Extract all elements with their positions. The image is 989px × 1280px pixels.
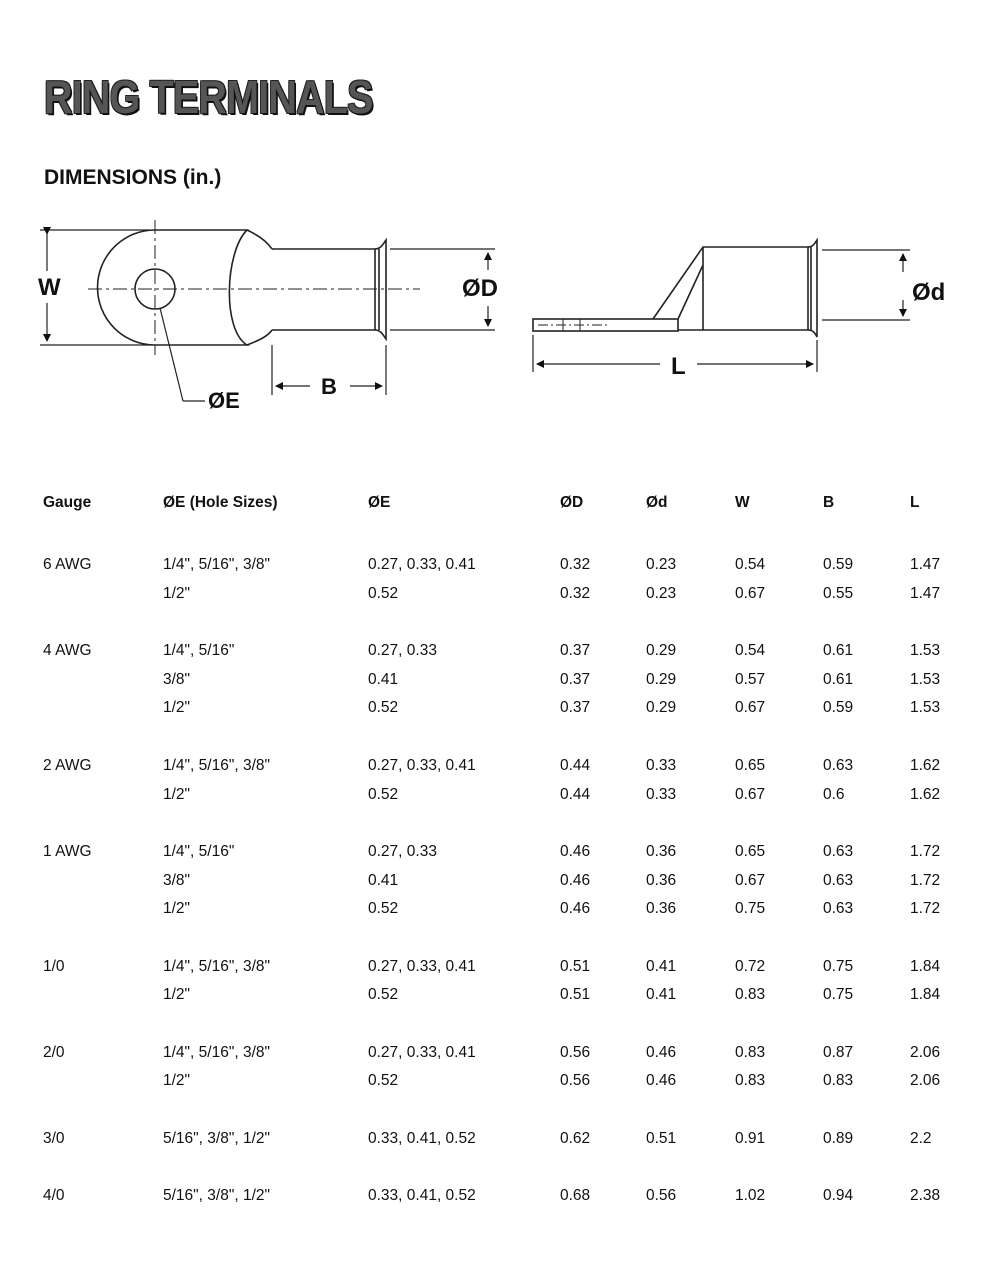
l-cell: 2.2 <box>910 1129 932 1147</box>
D-cell: 0.44 <box>560 785 591 803</box>
gauge-cell <box>43 694 163 723</box>
e-cell: 0.27, 0.33, 0.41 <box>368 1043 476 1061</box>
hole-sizes-cell: 3/8" <box>163 670 191 688</box>
d-cell: 0.29 <box>646 670 677 688</box>
table-row <box>43 752 970 781</box>
table-row <box>43 551 970 580</box>
hole-sizes-cell: 1/4", 5/16", 3/8" <box>163 756 270 774</box>
w-cell: 0.67 <box>735 584 766 602</box>
b-cell: 0.59 <box>823 556 854 574</box>
w-cell: 0.54 <box>735 556 766 574</box>
page-title: RING TERMINALS <box>44 71 373 123</box>
gauge-cell: 4/0 <box>43 1187 65 1205</box>
l-cell: 1.47 <box>910 584 941 602</box>
d-cell: 0.29 <box>646 642 677 660</box>
D-cell: 0.44 <box>560 756 591 774</box>
e-cell: 0.52 <box>368 584 399 602</box>
group-spacer <box>43 1153 970 1182</box>
gauge-cell: 4 AWG <box>43 642 92 660</box>
group-spacer <box>43 809 970 838</box>
e-cell: 0.52 <box>368 986 399 1004</box>
group-spacer <box>43 522 970 551</box>
hole-sizes-cell: 1/4", 5/16", 3/8" <box>163 556 270 574</box>
b-label: B <box>321 374 337 399</box>
table-row <box>43 1124 970 1153</box>
table-row <box>43 895 970 924</box>
w-label: W <box>38 274 61 301</box>
d-cell: 0.36 <box>646 842 677 860</box>
b-cell: 0.75 <box>823 957 854 975</box>
b-cell: 0.55 <box>823 584 854 602</box>
e-cell: 0.52 <box>368 785 399 803</box>
l-cell: 1.72 <box>910 871 941 889</box>
D-cell: 0.62 <box>560 1129 591 1147</box>
group-spacer <box>43 924 970 953</box>
header-D: ØD <box>560 494 584 511</box>
w-cell: 0.83 <box>735 1072 766 1090</box>
D-cell: 0.46 <box>560 871 591 889</box>
header-gauge: Gauge <box>43 494 92 511</box>
e-cell: 0.52 <box>368 1072 399 1090</box>
b-cell: 0.63 <box>823 842 854 860</box>
e-cell: 0.41 <box>368 670 399 688</box>
l-cell: 1.84 <box>910 986 941 1004</box>
header-d: Ød <box>646 494 668 511</box>
hole-sizes-cell: 5/16", 3/8", 1/2" <box>163 1187 270 1205</box>
hole-sizes-cell: 1/2" <box>163 900 191 918</box>
w-cell: 0.91 <box>735 1129 766 1147</box>
table-row <box>43 981 970 1010</box>
D-cell: 0.56 <box>560 1072 591 1090</box>
table-row <box>43 1038 970 1067</box>
l-cell: 1.53 <box>910 642 941 660</box>
gauge-cell <box>43 665 163 694</box>
hole-sizes-cell: 1/2" <box>163 584 191 602</box>
gauge-cell <box>43 866 163 895</box>
gauge-cell: 6 AWG <box>43 556 92 574</box>
d-cell: 0.33 <box>646 785 677 803</box>
e-cell: 0.52 <box>368 900 399 918</box>
hole-sizes-cell: 1/4", 5/16" <box>163 642 235 660</box>
e-cell: 0.33, 0.41, 0.52 <box>368 1187 476 1205</box>
D-cell: 0.37 <box>560 642 591 660</box>
l-cell: 1.53 <box>910 670 941 688</box>
b-cell: 0.63 <box>823 871 854 889</box>
d-cell: 0.33 <box>646 756 677 774</box>
table-row <box>43 665 970 694</box>
l-cell: 1.84 <box>910 957 941 975</box>
w-cell: 0.57 <box>735 670 766 688</box>
e-callout <box>160 308 205 401</box>
hole-sizes-cell: 3/8" <box>163 871 191 889</box>
hole-sizes-cell: 1/2" <box>163 785 191 803</box>
l-cell: 1.62 <box>910 756 941 774</box>
group-spacer <box>43 1010 970 1039</box>
l-cell: 1.53 <box>910 699 941 717</box>
hole-sizes-cell: 1/2" <box>163 986 191 1004</box>
l-cell: 1.72 <box>910 900 941 918</box>
w-cell: 0.67 <box>735 871 766 889</box>
D-cell: 0.37 <box>560 699 591 717</box>
w-cell: 1.02 <box>735 1187 766 1205</box>
b-cell: 0.89 <box>823 1129 854 1147</box>
d-cell: 0.56 <box>646 1187 677 1205</box>
gauge-cell <box>43 579 163 608</box>
hole-sizes-cell: 1/2" <box>163 699 191 717</box>
table-row <box>43 838 970 867</box>
e-cell: 0.52 <box>368 699 399 717</box>
group-spacer <box>43 723 970 752</box>
hole-sizes-cell: 1/4", 5/16", 3/8" <box>163 1043 270 1061</box>
b-cell: 0.94 <box>823 1187 854 1205</box>
group-spacer <box>43 608 970 637</box>
gauge-cell <box>43 1067 163 1096</box>
e-cell: 0.27, 0.33, 0.41 <box>368 957 476 975</box>
table-row <box>43 1182 970 1211</box>
gauge-cell: 1 AWG <box>43 842 92 860</box>
D-cell: 0.51 <box>560 957 591 975</box>
b-cell: 0.87 <box>823 1043 854 1061</box>
hole-sizes-cell: 1/2" <box>163 1072 191 1090</box>
e-cell: 0.33, 0.41, 0.52 <box>368 1129 476 1147</box>
b-cell: 0.63 <box>823 756 854 774</box>
D-cell: 0.46 <box>560 900 591 918</box>
d-cell: 0.23 <box>646 556 677 574</box>
hole-sizes-cell: 1/4", 5/16" <box>163 842 235 860</box>
l-cell: 2.38 <box>910 1187 941 1205</box>
gauge-cell: 3/0 <box>43 1129 65 1147</box>
gauge-cell <box>43 780 163 809</box>
gauge-cell: 2 AWG <box>43 756 92 774</box>
w-cell: 0.65 <box>735 842 766 860</box>
gauge-cell: 1/0 <box>43 957 65 975</box>
e-cell: 0.27, 0.33 <box>368 842 437 860</box>
group-spacer <box>43 1096 970 1125</box>
gauge-cell: 2/0 <box>43 1043 65 1061</box>
b-cell: 0.75 <box>823 986 854 1004</box>
table-row <box>43 694 970 723</box>
l-cell: 2.06 <box>910 1072 941 1090</box>
D-cell: 0.32 <box>560 584 591 602</box>
d-label: Ød <box>912 279 946 306</box>
e-cell: 0.27, 0.33, 0.41 <box>368 756 476 774</box>
dimensions-table <box>43 494 970 1211</box>
terminal-top-view <box>88 220 420 355</box>
table-row <box>43 1067 970 1096</box>
d-dimension <box>822 250 910 320</box>
b-cell: 0.6 <box>823 785 845 803</box>
D-label: ØD <box>462 275 498 302</box>
b-cell: 0.59 <box>823 699 854 717</box>
ring-terminal-diagram <box>0 200 989 430</box>
d-cell: 0.29 <box>646 699 677 717</box>
b-cell: 0.63 <box>823 900 854 918</box>
w-cell: 0.67 <box>735 785 766 803</box>
b-cell: 0.83 <box>823 1072 854 1090</box>
e-cell: 0.41 <box>368 871 399 889</box>
e-cell: 0.27, 0.33, 0.41 <box>368 556 476 574</box>
d-cell: 0.36 <box>646 900 677 918</box>
l-label: L <box>671 353 686 380</box>
header-l: L <box>910 494 920 511</box>
table-header-row <box>43 494 970 522</box>
hole-sizes-cell: 5/16", 3/8", 1/2" <box>163 1129 270 1147</box>
d-cell: 0.41 <box>646 986 677 1004</box>
header-b: B <box>823 494 835 511</box>
section-subtitle: DIMENSIONS (in.) <box>44 166 222 189</box>
D-cell: 0.32 <box>560 556 591 574</box>
table-body <box>43 522 970 1211</box>
header-e: ØE <box>368 494 391 511</box>
terminal-side-view <box>533 240 817 337</box>
gauge-cell <box>43 895 163 924</box>
b-cell: 0.61 <box>823 670 854 688</box>
w-cell: 0.75 <box>735 900 766 918</box>
b-cell: 0.61 <box>823 642 854 660</box>
l-cell: 2.06 <box>910 1043 941 1061</box>
D-cell: 0.68 <box>560 1187 591 1205</box>
d-cell: 0.51 <box>646 1129 677 1147</box>
l-cell: 1.62 <box>910 785 941 803</box>
table-row <box>43 780 970 809</box>
w-cell: 0.54 <box>735 642 766 660</box>
D-cell: 0.46 <box>560 842 591 860</box>
hole-sizes-cell: 1/4", 5/16", 3/8" <box>163 957 270 975</box>
d-cell: 0.46 <box>646 1043 677 1061</box>
w-cell: 0.72 <box>735 957 766 975</box>
w-cell: 0.83 <box>735 986 766 1004</box>
header-w: W <box>735 494 750 511</box>
w-cell: 0.65 <box>735 756 766 774</box>
d-cell: 0.23 <box>646 584 677 602</box>
table-row <box>43 579 970 608</box>
w-cell: 0.67 <box>735 699 766 717</box>
d-cell: 0.46 <box>646 1072 677 1090</box>
table-row <box>43 866 970 895</box>
D-cell: 0.51 <box>560 986 591 1004</box>
d-cell: 0.36 <box>646 871 677 889</box>
l-cell: 1.72 <box>910 842 941 860</box>
w-cell: 0.83 <box>735 1043 766 1061</box>
D-cell: 0.56 <box>560 1043 591 1061</box>
table-row <box>43 952 970 981</box>
e-cell: 0.27, 0.33 <box>368 642 437 660</box>
header-hole-sizes: ØE (Hole Sizes) <box>163 494 278 511</box>
table-row <box>43 637 970 666</box>
d-cell: 0.41 <box>646 957 677 975</box>
D-cell: 0.37 <box>560 670 591 688</box>
l-cell: 1.47 <box>910 556 941 574</box>
gauge-cell <box>43 981 163 1010</box>
e-label: ØE <box>208 388 240 413</box>
